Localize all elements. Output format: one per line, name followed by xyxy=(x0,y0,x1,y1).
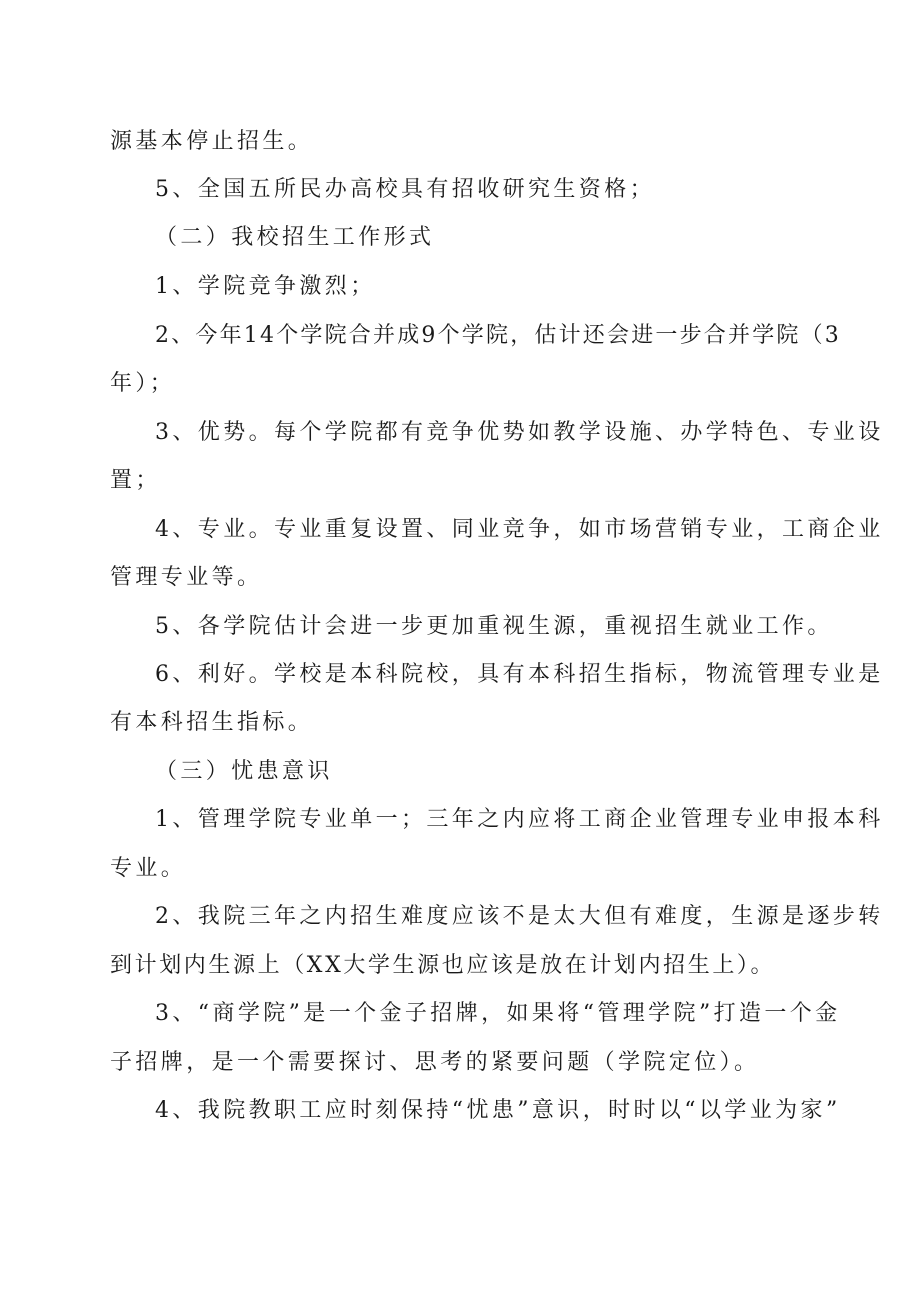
text-line: 3、优势。每个学院都有竞争优势如教学设施、办学特色、专业设 xyxy=(155,420,884,445)
text-line: 年）； xyxy=(110,371,176,396)
text-line: 1、管理学院专业单一；三年之内应将工商企业管理专业申报本科 xyxy=(155,807,884,832)
text-line: 5、全国五所民办高校具有招收研究生资格； xyxy=(155,177,655,202)
section-heading: （三）忧患意识 xyxy=(155,759,333,784)
text-line: 4、专业。专业重复设置、同业竞争，如市场营销专业，工商企业 xyxy=(155,517,884,542)
text-line: 4、我院教职工应时刻保持“忧患”意识，时时以“以学业为家” xyxy=(155,1098,841,1123)
section-heading: （二）我校招生工作形式 xyxy=(155,225,435,250)
text-line: 3、“商学院”是一个金子招牌，如果将“管理学院”打造一个金 xyxy=(155,1001,841,1026)
text-line: 有本科招生指标。 xyxy=(110,710,314,735)
text-line: 2、我院三年之内招生难度应该不是太大但有难度，生源是逐步转 xyxy=(155,904,884,929)
text-line: 5、各学院估计会进一步更加重视生源，重视招生就业工作。 xyxy=(155,614,833,639)
text-line: 子招牌，是一个需要探讨、思考的紧要问题（学院定位）。 xyxy=(110,1050,760,1075)
text-line: 管理专业等。 xyxy=(110,565,263,590)
text-line: 源基本停止招生。 xyxy=(110,129,314,154)
text-line: 6、利好。学校是本科院校，具有本科招生指标，物流管理专业是 xyxy=(155,662,884,687)
text-line: 置； xyxy=(110,468,161,493)
text-line: 2、今年14个学院合并成9个学院，估计还会进一步合并学院（3 xyxy=(155,323,841,348)
text-line: 到计划内生源上（XX大学生源也应该是放在计划内招生上）。 xyxy=(110,953,776,978)
text-line: 专业。 xyxy=(110,856,187,881)
text-line: 1、学院竞争激烈； xyxy=(155,274,376,299)
